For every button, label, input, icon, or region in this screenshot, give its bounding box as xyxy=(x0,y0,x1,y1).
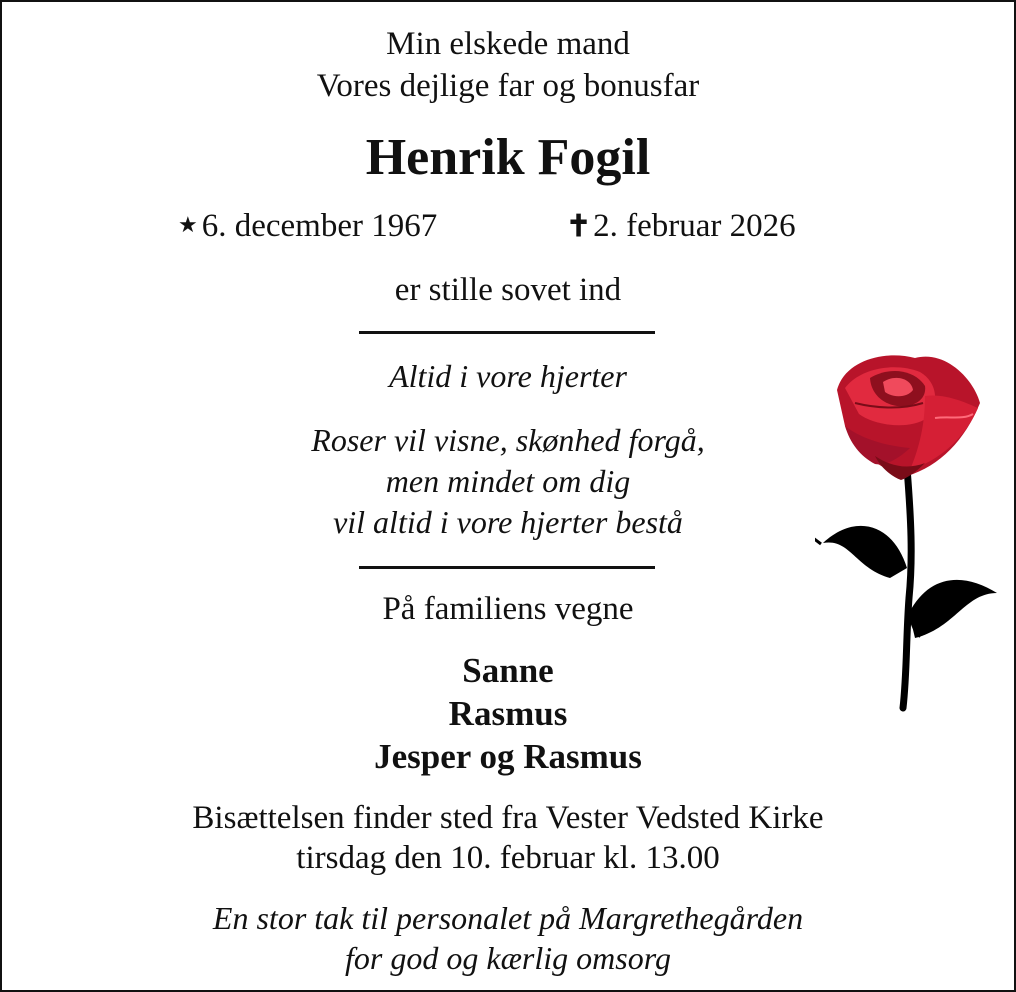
family-member: Sanne xyxy=(462,651,554,690)
rose-leaf-right xyxy=(909,580,997,638)
rose-leaf-left xyxy=(823,526,907,578)
birth-date xyxy=(178,208,437,245)
poem-line-3: vil altid i vore hjerter bestå xyxy=(333,504,683,540)
rose-bloom xyxy=(837,355,980,480)
rose-stem xyxy=(903,468,911,708)
poem-line-2: men mindet om dig xyxy=(385,463,631,499)
motto: Altid i vore hjerter xyxy=(389,358,627,394)
intro-line-2: Vores dejlige far og bonusfar xyxy=(316,68,700,104)
deceased-name: Henrik Fogil xyxy=(365,129,651,186)
divider-bottom xyxy=(359,566,655,569)
announcement: er stille sovet ind xyxy=(394,272,622,308)
family-member: Jesper og Rasmus xyxy=(374,737,642,776)
intro-line-1: Min elskede mand xyxy=(386,26,630,62)
divider-top xyxy=(359,331,655,334)
star-icon: ★ xyxy=(178,212,198,237)
birth-date-text: 6. december 1967 xyxy=(201,208,438,244)
funeral-place: Bisættelsen finder sted fra Vester Vedsted Kirke xyxy=(192,800,824,836)
red-rose-icon xyxy=(815,348,1005,718)
family-member: Rasmus xyxy=(448,694,568,733)
thanks-line-2: for god og kærlig omsorg xyxy=(345,940,671,976)
family-intro: På familiens vegne xyxy=(382,591,634,627)
poem-line-1: Roser vil visne, skønhed forgå, xyxy=(311,422,705,458)
cross-icon: ✝ xyxy=(566,210,592,243)
death-date-text: 2. februar 2026 xyxy=(593,208,796,244)
funeral-time: tirsdag den 10. februar kl. 13.00 xyxy=(296,840,720,876)
thanks-line-1: En stor tak til personalet på Margrethegården xyxy=(212,900,804,936)
death-date xyxy=(566,208,796,245)
